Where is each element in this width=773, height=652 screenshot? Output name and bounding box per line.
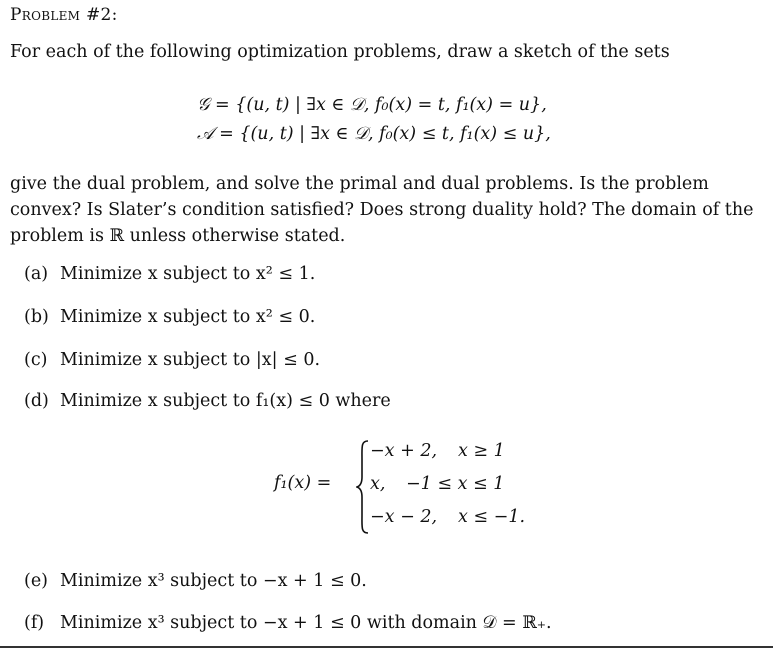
item-e-text: Minimize x³ subject to −x + 1 ≤ 0. [60,571,367,591]
piecewise-definition [274,439,554,535]
item-c-text: Minimize x subject to |x| ≤ 0. [60,350,321,370]
item-b-text: Minimize x subject to x² ≤ 0. [60,307,316,327]
item-d-label: (d) [24,391,49,411]
piecewise-row-3-expr: −x − 2, [370,507,438,527]
set-g-equation: 𝒢 = {(u, t) | ∃x ∈ 𝒟, f₀(x) = t, f₁(x) = u}, [197,95,547,115]
left-brace-icon [356,439,370,535]
piecewise-row-3-cond: x ≤ −1. [458,507,526,527]
piecewise-row-1-expr: −x + 2, [370,441,438,461]
item-b [24,307,315,327]
item-e [24,571,367,591]
item-a-label: (a) [24,264,49,284]
item-f [24,613,552,633]
item-e-label: (e) [24,571,49,591]
piecewise-row-2-cond: −1 ≤ x ≤ 1 [406,474,505,494]
instructions-paragraph: give the dual problem, and solve the primal and dual problems. Is the problem convex? Is Slater’s condition satisfied? Does strong duality hold? The domain of the problem is ℝ unless otherwise stated. [10,174,754,246]
item-c-label: (c) [24,350,48,370]
intro-paragraph: For each of the following optimization problems, draw a sketch of the sets [10,42,670,62]
item-f-label: (f) [24,613,45,633]
item-d-text: Minimize x subject to f₁(x) ≤ 0 where [60,391,391,411]
item-d [24,391,391,411]
item-a-text: Minimize x subject to x² ≤ 1. [60,264,316,284]
piecewise-row-2-expr: x, [370,474,386,494]
piecewise-lhs: f₁(x) = [274,473,332,493]
problem-heading: Problem #2: [10,5,118,25]
piecewise-row-1-cond: x ≥ 1 [458,441,505,461]
bottom-divider [0,646,773,648]
item-b-label: (b) [24,307,49,327]
item-f-text: Minimize x³ subject to −x + 1 ≤ 0 with domain 𝒟 = ℝ₊. [60,613,552,633]
item-c [24,350,320,370]
set-a-equation: 𝒜 = {(u, t) | ∃x ∈ 𝒟, f₀(x) ≤ t, f₁(x) ≤ u}, [197,124,551,144]
item-a [24,264,315,284]
